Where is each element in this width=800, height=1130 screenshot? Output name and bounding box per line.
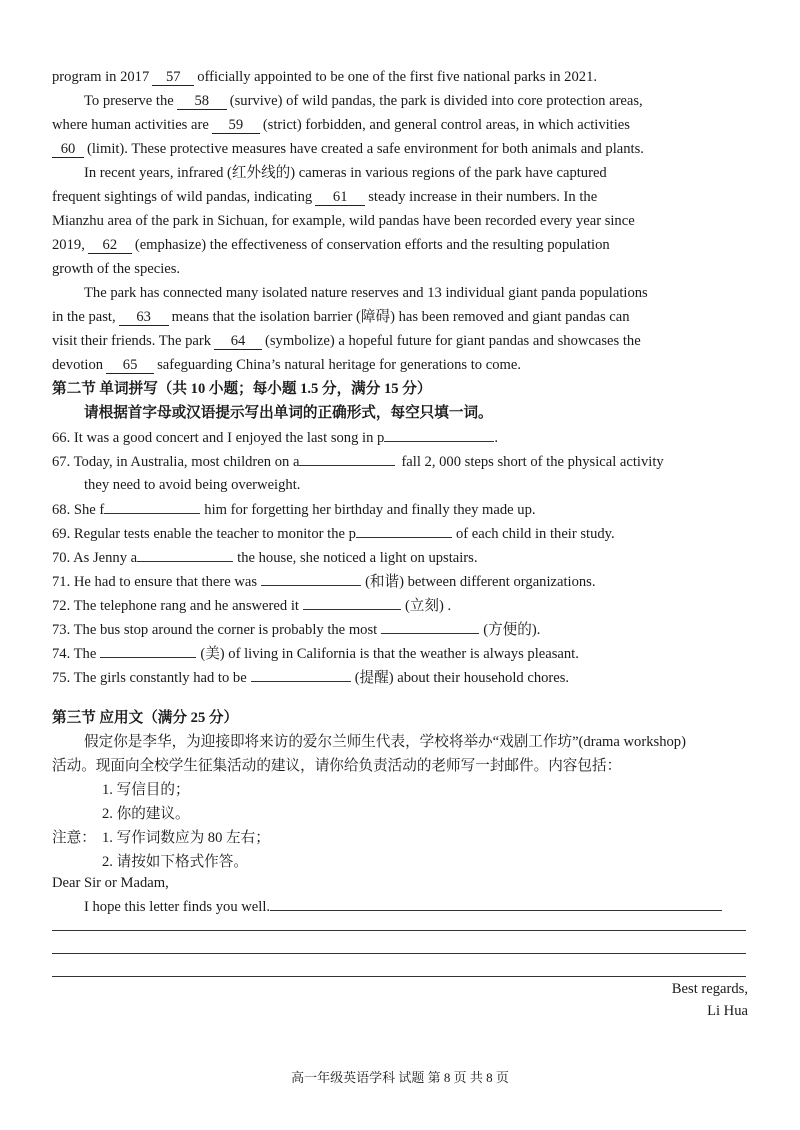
blank-58[interactable]: 58 [177,93,227,110]
question-67: 67. Today, in Australia, most children on a fall 2, 000 steps short of the physical activity [52,450,664,473]
question-68: 68. She f him for forgetting her birthday and finally they made up. [52,498,536,521]
blank-64[interactable]: 64 [214,333,262,350]
page-footer: 高一年级英语学科 试题 第 8 页 共 8 页 [291,1070,509,1085]
passage-line-9: growth of the species. [52,261,181,277]
question-73: 73. The bus stop around the corner is probably the most (方便的). [52,618,540,641]
question-70: 70. As Jenny a the house, she noticed a light on upstairs. [52,546,478,569]
letter-salutation: Dear Sir or Madam, [52,875,169,891]
note-1: 1. 写作词数应为 80 左右； [102,830,270,846]
passage-line-1: program in 2017 57 officially appointed to be one of the first five national parks in 2021. [52,69,598,85]
blank-60[interactable]: 60 [52,141,84,158]
question-71: 71. He had to ensure that there was (和谐) between different organizations. [52,570,596,593]
question-75: 75. The girls constantly had to be (提醒) about their household chores. [52,666,569,689]
note-2: 2. 请按如下格式作答。 [102,854,248,870]
passage-line-5: In recent years, infrared (红外线的) cameras in various regions of the park have captured [84,165,607,181]
section2-instruction: 请根据首字母或汉语提示写出单词的正确形式，每空只填一词。 [84,405,493,421]
passage-line-2: To preserve the 58 (survive) of wild pandas, the park is divided into core protection areas, [84,93,643,109]
answer-blank-75[interactable] [251,666,351,682]
section3-prompt-line-1: 假定你是李华，为迎接即将来访的爱尔兰师生代表，学校将举办“戏剧工作坊”(drama workshop) [84,734,686,750]
answer-blank-74[interactable] [100,642,196,658]
passage-line-4: 60 (limit). These protective measures have created a safe environment for both animals and plants. [52,138,644,160]
content-point-1: 1. 写信目的； [102,782,190,798]
blank-59[interactable]: 59 [212,117,260,134]
passage-line-6: frequent sightings of wild pandas, indicating 61 steady increase in their numbers. In the [52,189,598,205]
letter-writing-line-2[interactable] [52,953,746,954]
note-label: 注意： [52,830,96,846]
answer-blank-68[interactable] [104,498,200,514]
passage-line-3: where human activities are 59 (strict) forbidden, and general control areas, in which activities [52,117,630,133]
question-67-continued: they need to avoid being overweight. [84,477,301,493]
blank-61[interactable]: 61 [315,189,365,206]
question-74: 74. The (美) of living in California is that the weather is always pleasant. [52,642,579,665]
question-69: 69. Regular tests enable the teacher to monitor the p of each child in their study. [52,522,615,545]
passage-line-12: visit their friends. The park 64 (symbolize) a hopeful future for giant pandas and showcases the [52,333,641,349]
blank-62[interactable]: 62 [88,237,132,254]
blank-65[interactable]: 65 [106,357,154,374]
answer-blank-72[interactable] [303,594,401,610]
section3-title: 第三节 应用文（满分 25 分） [52,710,239,726]
letter-closing: Best regards, [671,981,748,997]
passage-line-10: The park has connected many isolated nature reserves and 13 individual giant panda populations [84,285,648,301]
answer-blank-73[interactable] [381,618,479,634]
blank-57[interactable]: 57 [152,69,194,86]
passage-line-7: Mianzhu area of the park in Sichuan, for example, wild pandas have been recorded every year since [52,213,635,229]
passage-line-8: 2019, 62 (emphasize) the effectiveness of conservation efforts and the resulting population [52,237,610,253]
question-72: 72. The telephone rang and he answered it (立刻) . [52,594,451,617]
answer-blank-69[interactable] [356,522,452,538]
letter-signature: Li Hua [707,1003,748,1019]
answer-blank-70[interactable] [137,546,233,562]
passage-line-13: devotion 65 safeguarding China’s natural heritage for generations to come. [52,357,521,373]
letter-opening-line: I hope this letter finds you well. [84,895,746,918]
answer-blank-66[interactable] [384,426,494,442]
section3-prompt-line-2: 活动。现面向全校学生征集活动的建议，请你给负责活动的老师写一封邮件。内容包括： [52,758,622,774]
blank-63[interactable]: 63 [119,309,169,326]
passage-line-11: in the past, 63 means that the isolation barrier (障碍) has been removed and giant pandas can [52,309,630,325]
letter-writing-line-0[interactable] [270,895,722,911]
question-66: 66. It was a good concert and I enjoyed the last song in p . [52,426,498,449]
content-point-2: 2. 你的建议。 [102,806,190,822]
letter-writing-line-3[interactable] [52,976,746,977]
letter-writing-line-1[interactable] [52,930,746,931]
section2-title: 第二节 单词拼写（共 10 小题；每小题 1.5 分，满分 15 分） [52,381,432,397]
answer-blank-71[interactable] [261,570,361,586]
answer-blank-67[interactable] [299,450,395,466]
